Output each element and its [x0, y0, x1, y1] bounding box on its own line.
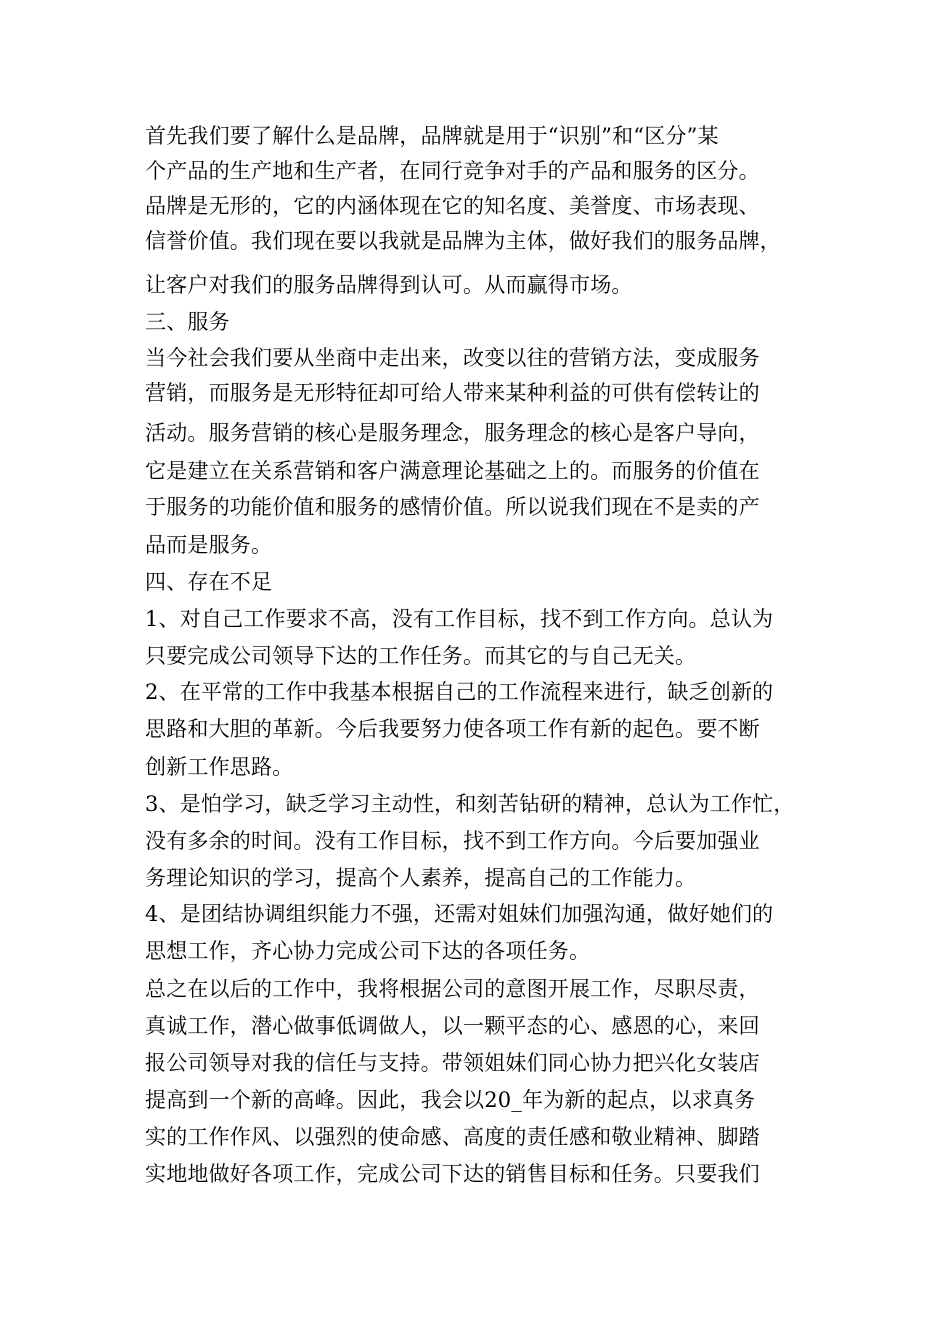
text-line: 思想工作，齐心协力完成公司下达的各项任务。 — [145, 939, 591, 963]
text-line: 1、对自己工作要求不高，没有工作目标，找不到工作方向。总认为 — [145, 607, 774, 631]
text-line: 首先我们要了解什么是品牌，品牌就是用于“识别”和“区分”某 — [145, 124, 719, 148]
text-line: 创新工作思路。 — [145, 755, 294, 779]
text-line: 个产品的生产地和生产者，在同行竞争对手的产品和服务的区分。 — [145, 159, 760, 183]
text-line: 于服务的功能价值和服务的感情价值。所以说我们现在不是卖的产 — [145, 495, 760, 519]
text-line: 报公司领导对我的信任与支持。带领姐妹们同心协力把兴化女装店 — [145, 1051, 760, 1075]
text-line: 活动。服务营销的核心是服务理念，服务理念的核心是客户导向， — [145, 421, 760, 445]
section-heading: 三、服务 — [145, 310, 230, 334]
section-heading: 四、存在不足 — [145, 570, 273, 594]
text-line: 3、是怕学习，缺乏学习主动性，和刻苦钻研的精神，总认为工作忙， — [145, 792, 795, 816]
text-line: 实的工作作风、以强烈的使命感、高度的责任感和敬业精神、脚踏 — [145, 1125, 760, 1149]
text-line: 实地地做好各项工作，完成公司下达的销售目标和任务。只要我们 — [145, 1162, 760, 1186]
text-line: 真诚工作，潜心做事低调做人，以一颗平态的心、感恩的心，来回 — [145, 1014, 760, 1038]
text-line: 信誉价值。我们现在要以我就是品牌为主体，做好我们的服务品牌， — [145, 229, 781, 253]
text-line: 2、在平常的工作中我基本根据自己的工作流程来进行，缺乏创新的 — [145, 680, 774, 704]
text-line: 它是建立在关系营销和客户满意理论基础之上的。而服务的价值在 — [145, 459, 760, 483]
text-line: 提高到一个新的高峰。因此，我会以20_年为新的起点，以求真务 — [145, 1088, 756, 1112]
text-line: 品牌是无形的，它的内涵体现在它的知名度、美誉度、市场表现、 — [145, 194, 760, 218]
text-line: 只要完成公司领导下达的工作任务。而其它的与自己无关。 — [145, 644, 697, 668]
text-line: 务理论知识的学习，提高个人素养，提高自己的工作能力。 — [145, 866, 697, 890]
text-line: 品而是服务。 — [145, 533, 273, 557]
text-line: 思路和大胆的革新。今后我要努力使各项工作有新的起色。要不断 — [145, 717, 760, 741]
text-line: 总之在以后的工作中，我将根据公司的意图开展工作，尽职尽责， — [145, 977, 760, 1001]
text-line: 4、是团结协调组织能力不强，还需对姐妹们加强沟通，做好她们的 — [145, 902, 774, 926]
text-line: 让客户对我们的服务品牌得到认可。从而赢得市场。 — [145, 273, 633, 297]
text-line: 营销，而服务是无形特征却可给人带来某种利益的可供有偿转让的 — [145, 381, 760, 405]
text-line: 当今社会我们要从坐商中走出来，改变以往的营销方法，变成服务 — [145, 346, 760, 370]
text-line: 没有多余的时间。没有工作目标，找不到工作方向。今后要加强业 — [145, 829, 760, 853]
